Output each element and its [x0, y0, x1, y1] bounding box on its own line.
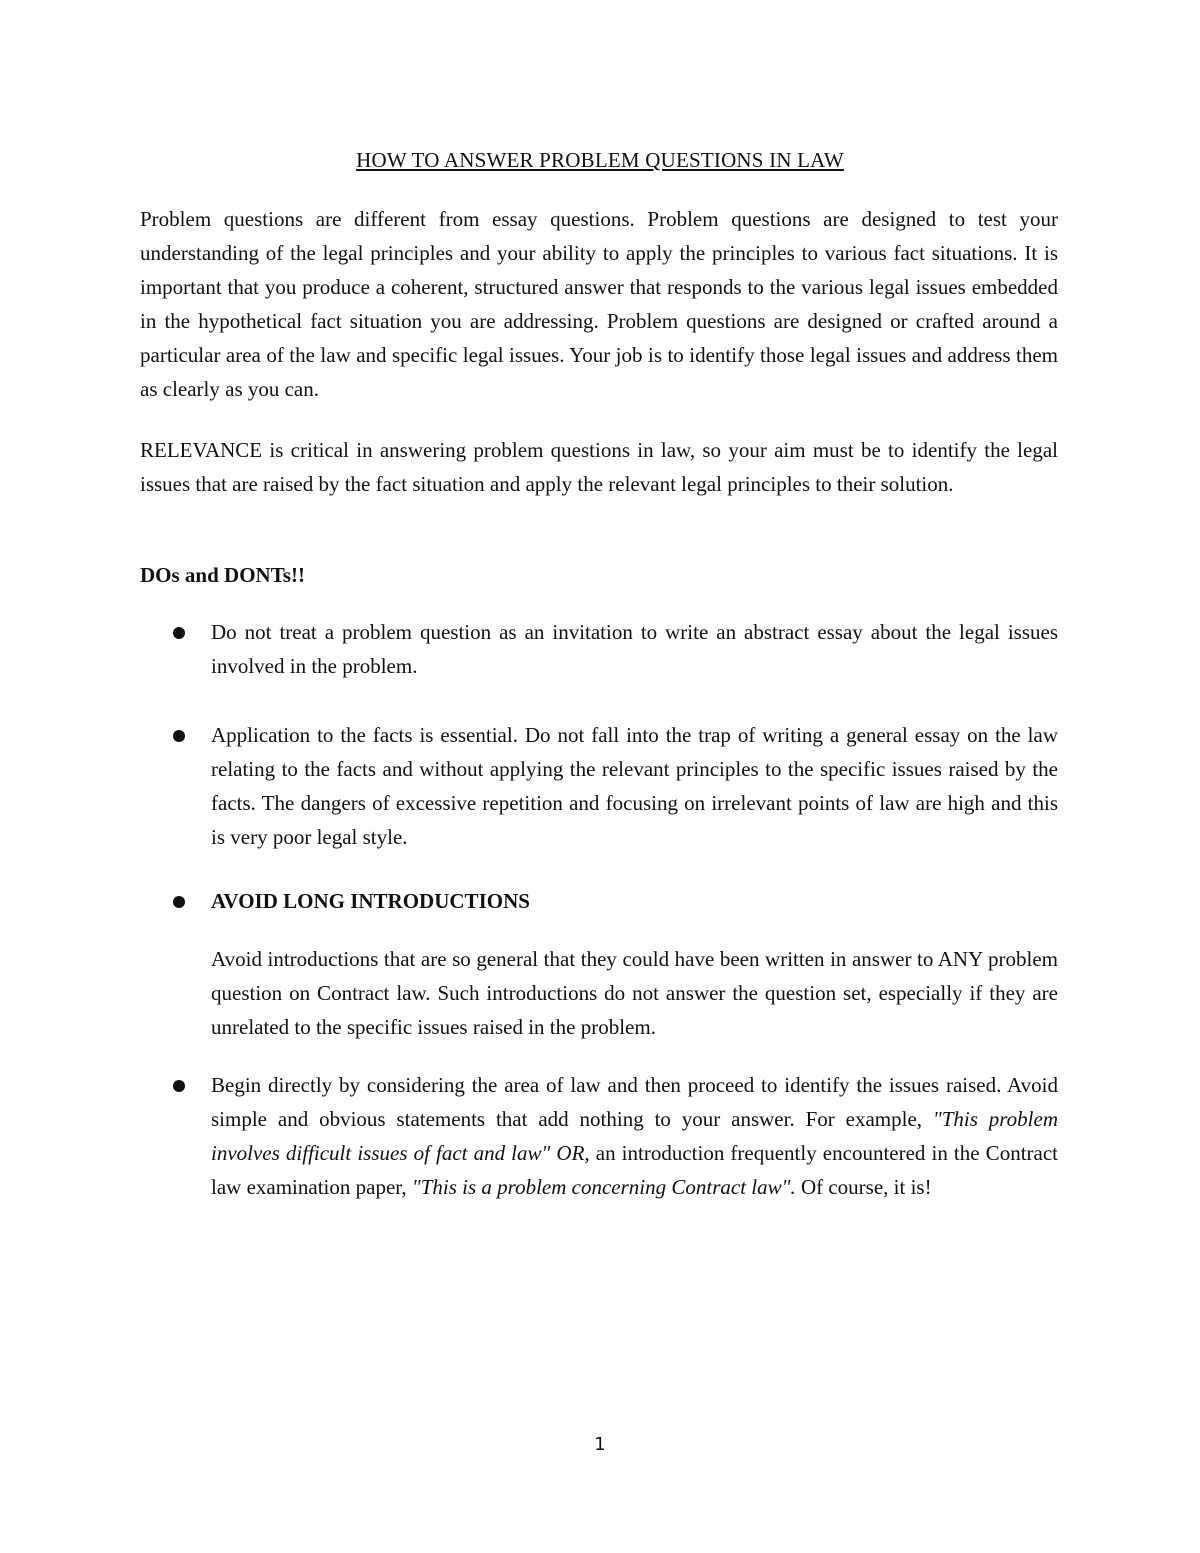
- bullet-icon: [173, 627, 185, 639]
- bullet-icon: [173, 1080, 185, 1092]
- bullet-icon: [173, 730, 185, 742]
- list-item: Application to the facts is essential. Do not fall into the trap of writing a general essay on the law relating to the facts and without applying the relevant principles to the specific issues raised by the facts. The dangers of excessive repetition and focusing on irrelevant points of law are high and this is very poor legal style.: [211, 723, 1058, 849]
- list-item: [211, 1068, 1058, 1204]
- list-item-text: Of course, it is!: [795, 1175, 932, 1199]
- quote-text: "This problem involves difficult issues of fact and law" OR,: [211, 1107, 1058, 1165]
- section-heading: DOs and DONTs!!: [140, 563, 305, 587]
- quote-text: "This is a problem concerning Contract law".: [411, 1175, 796, 1199]
- list-item-text: Begin directly by considering the area of law and then proceed to identify the issues raised. Avoid simple and obvious statements that add nothing to your answer. For example,: [211, 1073, 1058, 1131]
- bullet-icon: [173, 896, 185, 908]
- list-item: Avoid introductions that are so general that they could have been written in answer to ANY problem question on Contract law. Such introductions do not answer the question set, especially if they are unrelated to the specific issues raised in the problem.: [211, 947, 1058, 1039]
- list-item-heading: AVOID LONG INTRODUCTIONS: [211, 889, 530, 913]
- list-item-text: an introduction frequently encountered in the Contract law examination paper,: [211, 1141, 1058, 1199]
- intro-paragraph: Problem questions are different from essay questions. Problem questions are designed to test your understanding of the legal principles and your ability to apply the principles to various fact situations. It is important that you produce a coherent, structured answer that responds to the various legal issues embedded in the hypothetical fact situation you are addressing. Problem questions are designed or crafted around a particular area of the law and specific legal issues. Your job is to identify those legal issues and address them as clearly as you can.: [140, 207, 1058, 401]
- page-number: 1: [594, 1434, 606, 1455]
- list-item: Do not treat a problem question as an invitation to write an abstract essay about the legal issues involved in the problem.: [211, 620, 1058, 678]
- document-title: HOW TO ANSWER PROBLEM QUESTIONS IN LAW: [356, 148, 844, 172]
- relevance-paragraph: RELEVANCE is critical in answering problem questions in law, so your aim must be to identify the legal issues that are raised by the fact situation and apply the relevant legal principles to their solution.: [140, 438, 1058, 496]
